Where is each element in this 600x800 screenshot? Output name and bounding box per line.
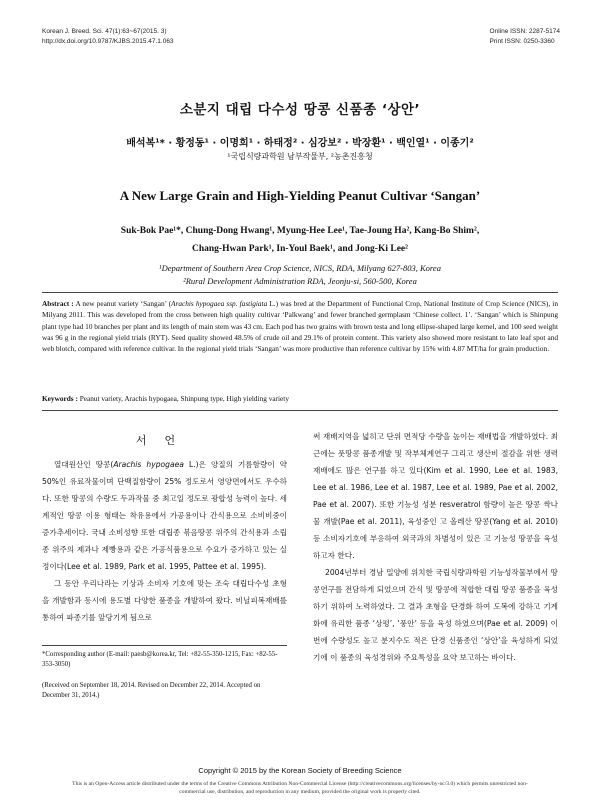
- korean-affiliations: ¹국립식량과학원 남부작물부, ²농촌진흥청: [227, 152, 373, 161]
- keywords-label: Keywords :: [42, 394, 78, 403]
- print-issn: Print ISSN: 0250-3360: [489, 38, 555, 45]
- english-authors-line-2: Chang-Hwan Park¹, In-Youl Baek¹, and Jong-Ki Lee²: [192, 244, 408, 254]
- english-authors: [60, 222, 540, 258]
- abstract-bottom-rule: [42, 410, 558, 411]
- korean-authors: 배석복¹* · 황정동¹ · 이명희¹ · 하태정² · 심강보² · 박장환¹ · 백인열¹ · 이종기²: [126, 138, 474, 149]
- left-column: [42, 456, 287, 626]
- journal-header: [42, 27, 174, 47]
- copyright: Copyright © 2015 by the Korean Society of Breeding Science: [198, 766, 402, 775]
- journal-reference: Korean J. Breed. Sci. 47(1):63~67(2015. 3): [42, 28, 167, 35]
- received-dates: (Received on September 18, 2014. Revised on December 22, 2014. Accepted on December 31, 2014.): [42, 682, 261, 699]
- intro-paragraph-1: [42, 456, 287, 575]
- english-authors-line-1: Suk-Bok Pae¹*, Chung-Dong Hwang¹, Myung-Hee Lee¹, Tae-Joung Ha², Kang-Bo Shim²,: [120, 226, 480, 236]
- english-affiliations: [0, 262, 600, 288]
- keywords: [42, 393, 558, 404]
- intro-paragraph-4: 2004년부터 경남 밀양에 위치한 국립식량과학원 기능성작물부에서 땅콩연구를 전담하게 되었으며 간식 및 땅콩에 적합한 대립 땅콩 품종을 육성하기 위하여 노력하였다. 그 결과 초형을 단경화 하여 도복에 강하고 기계화에 유리한 품종 ‘상평’, ‘풍안’ 등을 육성 하였으며(Pae et al. 2009) 이번에 수량성도 높고 분지수도 적은 단경 신품종인 ‘상안’을 육성하게 되었기에 이 품종의 육성경위와 주요특성을 요약 보고하는 바이다.: [313, 568, 558, 662]
- footnote-rule: [42, 645, 287, 646]
- doi-link[interactable]: http://dx.doi.org/10.9787/KJBS.2015.47.1.063: [42, 38, 174, 45]
- online-issn: Online ISSN: 2287-5174: [489, 28, 560, 35]
- intro-paragraph-2: 그 동안 우리나라는 기상과 소비자 기호에 맞는 조숙 대립다수성 초형을 개발함과 동시에 용도별 다양한 품종을 개발하여 왔다. 비닐피복재배를 통하여 파종기를 앞당기게 됨으로: [42, 579, 287, 622]
- section-title: 서언: [135, 434, 194, 447]
- abstract: [42, 298, 558, 354]
- corresponding-author: *Corresponding author (E-mail: paesb@korea.kr, Tel: +82-55-350-1215, Fax: +82-55-353-3050): [42, 651, 278, 668]
- abstract-label: Abstract :: [42, 299, 74, 308]
- korean-title: 소분지 대립 다수성 땅콩 신품종 ‘상안’: [179, 102, 421, 118]
- intro-p1-species: Arachis hypogaea: [113, 460, 184, 469]
- abstract-top-rule: [42, 292, 558, 293]
- license-text: This is an Open-Access article distributed under the terms of the Creative Commons Attribution Non-Commercial License (http://creativecommons.org/licenses/by-nc/3.0) which permits unrestricted non-commercial use, distribution, and reproduction in any medium, provided the original work is properly cited.: [72, 781, 528, 795]
- intro-p1-start: 열대원산인 땅콩(: [54, 460, 114, 469]
- intro-p1-rest: L.)은 양질의 기름함량이 약 50%인 유료작물이며 단백질함량이 25% 정도로서 영양면에서도 우수하다. 또한 땅콩의 수량도 두과작물 중 최고일 정도로 광합성 능력이 높다. 세계적인 땅콩 이용 형태는 착유용에서 가공용이나 간식용으로 소비비중이 증가추세이다. 국내 소비성향 또한 대립종 볶음땅콩 위주의 간식용과 소립종 위주의 제과나 제빵용과 같은 가공식품용으로 수요가 증가하고 있는 실정이다(Lee et al. 1989, Park et al. 1995, Pattee et al. 1995).: [42, 460, 288, 571]
- english-affiliation-2: ²Rural Development Administration RDA, Jeonju-si, 560-500, Korea: [183, 276, 417, 286]
- english-title: A New Large Grain and High-Yielding Peanut Cultivar ‘Sangan’: [119, 188, 481, 203]
- abstract-text-2: L.) was bred at the Department of Functional Crop, National Institute of Crop Science (NICS), in Milyang 2011. This was developed from the cross between high quality cultivar ‘Palkwang’ and fewer branched germplasm ‘Chinese collect. 1’. ‘Sangan’ which is Shinpung plant type had 10 branches per plant and its length of main stem was 43 cm. Each pod has two grains with brown testa and long ellipse-shaped large kernel, and 100 seed weight was 96 g in the regional yield trials (RYT). Seed quality showed 48.5% of crude oil and 29.1% of protein content. This variety also showed more resistant to late leaf spot and web blotch, compared with reference cultivar. In the regional yield trials ‘Sangan’ was more productive than reference cultivar by 15% with 4.87 MT/ha for grain production.: [42, 299, 558, 354]
- issn-block: [490, 27, 560, 47]
- abstract-species: Arachis hypogaea ssp. fastigiata: [171, 299, 268, 308]
- right-column: [313, 428, 558, 666]
- abstract-text-1: A new peanut variety ‘Sangan’ (: [73, 299, 172, 308]
- intro-paragraph-3: 써 재배지역을 넓히고 단위 면적당 수량을 높이는 재배법을 개발하였다. 최근에는 풋땅콩 품종개발 및 작부체계연구 그리고 생산비 절감을 위한 생력재배에도 많은 연구를 하고 있다(Kim et al. 1990, Lee et al. 1983, Lee et al. 1986, Lee et al. 1987, Lee et al. 1989, Pae et al. 2002, Pae et al. 2007). 또한 기능성 성분 resveratrol 함량이 높은 땅콩 싹나물 개발(Pae et al. 2011), 육성중인 고 올레산 땅콩(Yang et al. 2010) 등 소비자기호에 부응하여 외국과의 차별성이 있은 고 기능성 땅콩을 육성하고자 한다.: [313, 432, 558, 560]
- keywords-text: Peanut variety, Arachis hypogaea, Shinpung type, High yielding variety: [77, 394, 289, 403]
- english-affiliation-1: ¹Department of Southern Area Crop Science, NICS, RDA, Milyang 627-803, Korea: [159, 263, 441, 273]
